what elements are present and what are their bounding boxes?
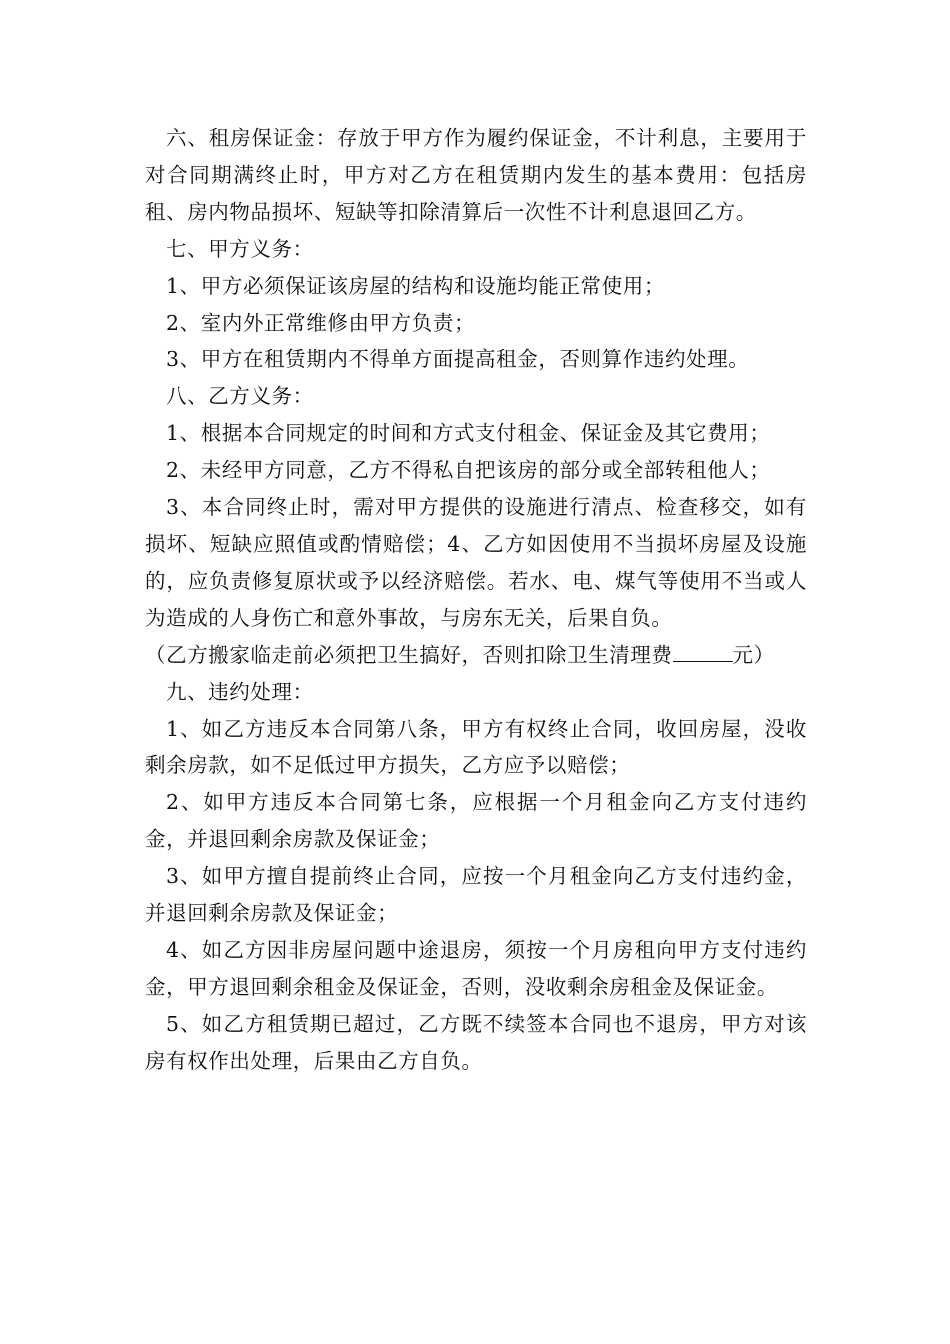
clause-7-item-3: 3、甲方在租赁期内不得单方面提高租金，否则算作违约处理。 [166, 347, 750, 372]
clause-9-item-4: 4、如乙方因非房屋问题中途退房，须按一个月房租向甲方支付违约金，甲方退回剩余租金及保证金，否则，没收剩余房租金及保证金。 [145, 937, 807, 999]
clause-8-item-3-4: 3、本合同终止时，需对甲方提供的设施进行清点、检查移交，如有损坏、短缺应照值或酌情赔偿；4、乙方如因使用不当损坏房屋及设施的，应负责修复原状或予以经济赔偿。若水、电、煤气等使用不当或人为造成的人身伤亡和意外事故，与房东无关，后果自负。 [145, 495, 807, 630]
clause-8-heading: 八、乙方义务： [166, 384, 314, 409]
fee-blank-line [673, 641, 733, 662]
clause-9-item-1: 1、如乙方违反本合同第八条，甲方有权终止合同，收回房屋，没收剩余房款，如不足低过甲方损失，乙方应予以赔偿； [145, 716, 807, 778]
clause-8-item-1: 1、根据本合同规定的时间和方式支付租金、保证金及其它费用； [166, 421, 771, 446]
hygiene-fee-note [145, 637, 807, 674]
contract-text [145, 120, 807, 1080]
clause-9-item-2: 2、如甲方违反本合同第七条，应根据一个月租金向乙方支付违约金，并退回剩余房款及保证金； [145, 790, 807, 852]
clause-8-item-2: 2、未经甲方同意，乙方不得私自把该房的部分或全部转租他人； [166, 458, 771, 483]
hygiene-note-text: （乙方搬家临走前必须把卫生搞好，否则扣除卫生清理费 [145, 642, 673, 667]
clause-9-item-5: 5、如乙方租赁期已超过，乙方既不续签本合同也不退房，甲方对该房有权作出处理，后果由乙方自负。 [145, 1011, 807, 1073]
clause-6-deposit: 六、租房保证金：存放于甲方作为履约保证金，不计利息，主要用于对合同期满终止时，甲方对乙方在租赁期内发生的基本费用：包括房租、房内物品损坏、短缺等扣除清算后一次性不计利息退回乙方。 [145, 126, 807, 224]
clause-7-item-2: 2、室内外正常维修由甲方负责； [166, 310, 476, 335]
clause-7-item-1: 1、甲方必须保证该房屋的结构和设施均能正常使用； [166, 273, 665, 298]
clause-9-heading: 九、违约处理： [166, 679, 314, 704]
clause-9-item-3: 3、如甲方擅自提前终止合同，应按一个月租金向乙方支付违约金，并退回剩余房款及保证金； [145, 864, 807, 926]
hygiene-note-unit: 元） [732, 642, 775, 667]
clause-7-heading: 七、甲方义务： [166, 236, 314, 261]
